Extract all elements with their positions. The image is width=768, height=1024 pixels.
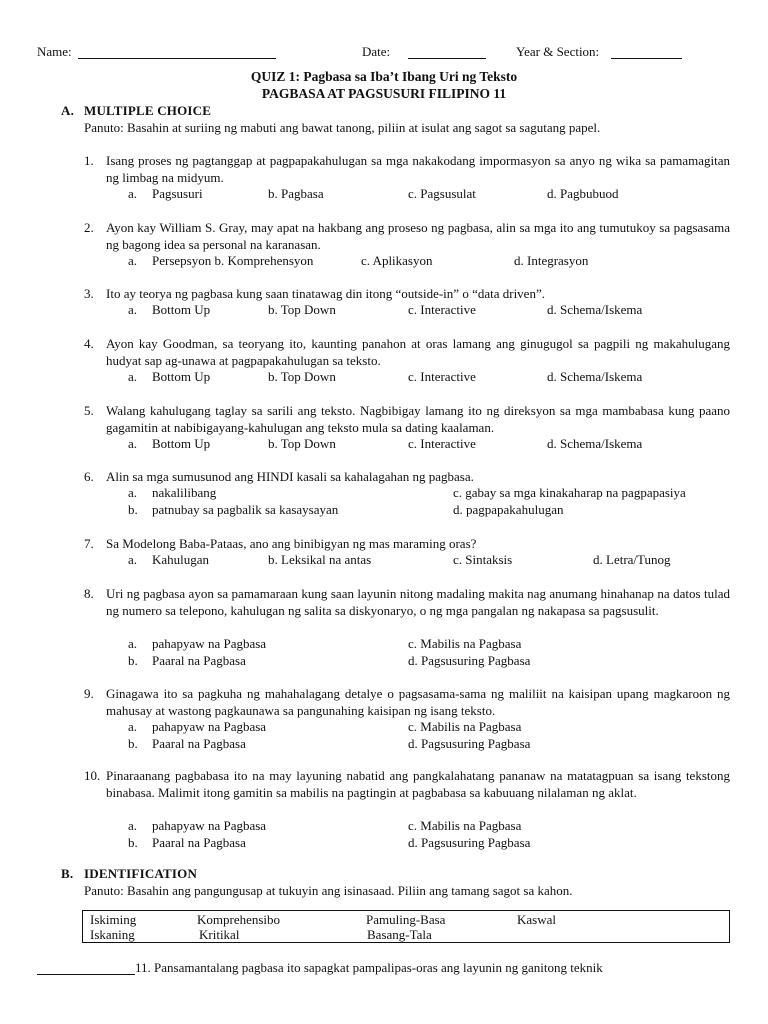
option-text: Pagsusuri xyxy=(152,186,203,201)
option-text: c. Sintaksis xyxy=(453,552,513,567)
question-text: Ayon kay Goodman, sa teoryang ito, kaunting panahon at oras lamang ang ginugugol sa pagpili ng makahulugang hudyat sap ag-unawa at pagpapakahulugan sa teksto. xyxy=(106,336,730,368)
quiz-title: QUIZ 1: Pagbasa sa Iba’t Ibang Uri ng Teksto xyxy=(250,69,518,84)
answer-option xyxy=(408,369,476,385)
answer-option xyxy=(128,636,266,652)
option-text: c. Mabilis na Pagbasa xyxy=(408,636,522,651)
option-letter: b. xyxy=(128,653,138,668)
option-text: c. Mabilis na Pagbasa xyxy=(408,719,522,734)
question-text: Ito ay teorya ng pagbasa kung saan tinatawag din itong “outside-in” o “data driven”. xyxy=(106,286,545,301)
option-text: c. Interactive xyxy=(408,436,476,451)
answer-option xyxy=(128,502,338,518)
question-number: 8. xyxy=(84,586,94,601)
option-text: Bottom Up xyxy=(152,302,211,317)
option-text: Paaral na Pagbasa xyxy=(152,653,246,668)
option-row xyxy=(128,552,748,569)
answer-blank-11[interactable] xyxy=(37,962,135,975)
option-text: Persepsyon b. Komprehensyon xyxy=(152,253,314,268)
section-a-instruction: Panuto: Basahin at suriing ng mabuti ang bawat tanong, piliin at isulat ang sagot sa sagutang papel. xyxy=(84,120,601,135)
option-text: c. gabay sa mga kinakaharap na pagpapasiya xyxy=(453,485,686,500)
option-letter: b. xyxy=(128,835,138,850)
name-label: Name: xyxy=(37,44,72,59)
answer-option xyxy=(268,436,336,452)
section-b-instruction: Panuto: Basahin ang pangungusap at tukuyin ang isinasaad. Piliin ang tamang sagot sa kahon. xyxy=(84,883,573,898)
question-number: 7. xyxy=(84,536,94,551)
answer-option xyxy=(453,502,563,518)
option-letter: b. xyxy=(128,502,138,517)
option-letter: a. xyxy=(128,818,138,833)
option-row xyxy=(128,502,748,519)
question-number: 10. xyxy=(84,768,101,783)
answer-option xyxy=(547,302,642,318)
option-letter: a. xyxy=(128,436,138,451)
option-row xyxy=(128,835,748,852)
option-row xyxy=(128,485,748,502)
question xyxy=(84,152,730,186)
question xyxy=(84,219,730,253)
option-text: b. Top Down xyxy=(268,369,336,384)
question-number: 1. xyxy=(84,153,94,168)
option-text: d. Pagsusuring Pagbasa xyxy=(408,835,531,850)
question-number: 6. xyxy=(84,469,94,484)
answer-option xyxy=(128,369,210,385)
question-text: Sa Modelong Baba-Pataas, ano ang binibigyan ng mas maraming oras? xyxy=(106,536,477,551)
option-row xyxy=(128,186,748,203)
option-text: c. Interactive xyxy=(408,369,476,384)
answer-option xyxy=(128,653,246,669)
answer-option xyxy=(453,485,686,501)
choice-word: Kritikal xyxy=(199,927,240,942)
question-text: Walang kahulugang taglay sa sarili ang teksto. Nagbibigay lamang ito ng direksyon sa mga mambabasa kung paano gagamitin at nabibigayang-kahulugan ang teksto mula sa dating kaalaman. xyxy=(106,403,730,435)
question-text: Isang proses ng pagtanggap at pagpapakahulugan sa mga nakakodang impormasyon sa anyo ng wika sa pamamagitan ng limbag na midyum. xyxy=(106,153,730,185)
answer-option xyxy=(268,552,371,568)
option-text: d. Letra/Tunog xyxy=(593,552,671,567)
question-text: Alin sa mga sumusunod ang HINDI kasali sa kahalagahan ng pagbasa. xyxy=(106,469,474,484)
name-blank[interactable] xyxy=(78,46,276,59)
answer-option xyxy=(408,818,521,834)
question-text: Ginagawa ito sa pagkuha ng mahahalagang detalye o pagsasama-sama ng maliliit na kaisipan upang magkaroon ng mahusay at wastong pagkaunawa sa pangunahing kaisipan ng isang teksto. xyxy=(106,686,730,718)
option-text: d. Pagsusuring Pagbasa xyxy=(408,736,531,751)
question xyxy=(84,535,730,552)
answer-option xyxy=(408,736,530,752)
option-text: pahapyaw na Pagbasa xyxy=(152,818,267,833)
answer-option xyxy=(268,369,336,385)
option-text: c. Interactive xyxy=(408,302,476,317)
question-number: 4. xyxy=(84,336,94,351)
option-text: b. Pagbasa xyxy=(268,186,324,201)
answer-option xyxy=(547,186,619,202)
question xyxy=(84,468,730,485)
option-text: b. Top Down xyxy=(268,436,336,451)
section-a-letter: A. xyxy=(61,103,75,118)
option-row xyxy=(128,436,748,453)
option-text: c. Mabilis na Pagbasa xyxy=(408,818,522,833)
option-text: b. Leksikal na antas xyxy=(268,552,372,567)
answer-option xyxy=(453,552,512,568)
question xyxy=(84,335,730,369)
answer-option xyxy=(593,552,671,568)
option-row xyxy=(128,369,748,386)
choice-word: Pamuling-Basa xyxy=(366,912,446,927)
option-text: d. Schema/Iskema xyxy=(547,436,643,451)
answer-option xyxy=(408,653,530,669)
option-letter: a. xyxy=(128,186,138,201)
answer-option xyxy=(408,719,521,735)
answer-option xyxy=(128,186,203,202)
quiz-subtitle: PAGBASA AT PAGSUSURI FILIPINO 11 xyxy=(261,86,507,101)
option-text: pahapyaw na Pagbasa xyxy=(152,636,267,651)
option-row xyxy=(128,302,748,319)
option-letter: a. xyxy=(128,302,138,317)
option-text: c. Aplikasyon xyxy=(361,253,433,268)
question-text: Pinaraanang pagbabasa ito na may layuning nabatid ang pangkalahatang pananaw na matatagpuan sa isang tekstong binabasa. Malimit itong gamitin sa mabilis na pagtingin at pagbabasa sa kabuuang nilalaman ng aklat. xyxy=(106,768,730,800)
option-letter: a. xyxy=(128,719,138,734)
answer-option xyxy=(128,835,246,851)
answer-option xyxy=(128,302,210,318)
section-b-heading: IDENTIFICATION xyxy=(84,866,198,881)
answer-choices-box xyxy=(82,910,730,943)
answer-option xyxy=(514,253,588,269)
option-letter: a. xyxy=(128,485,138,500)
option-row xyxy=(128,653,748,670)
option-text: Kahulugan xyxy=(152,552,210,567)
option-text: Paaral na Pagbasa xyxy=(152,835,246,850)
option-text: nakalilibang xyxy=(152,485,217,500)
question-number: 9. xyxy=(84,686,94,701)
option-row xyxy=(128,719,748,736)
option-text: b. Top Down xyxy=(268,302,336,317)
option-row xyxy=(128,253,748,270)
answer-option xyxy=(128,736,246,752)
question xyxy=(84,767,730,801)
option-text: pahapyaw na Pagbasa xyxy=(152,719,267,734)
answer-option xyxy=(268,186,324,202)
question xyxy=(84,402,730,436)
option-row xyxy=(128,818,748,835)
answer-option xyxy=(128,485,216,501)
option-text: Paaral na Pagbasa xyxy=(152,736,246,751)
option-letter: a. xyxy=(128,636,138,651)
option-text: d. Pagbubuod xyxy=(547,186,619,201)
answer-option xyxy=(547,369,642,385)
item-11-text: 11. Pansamantalang pagbasa ito sapagkat pampalipas-oras ang layunin ng ganitong teknik xyxy=(135,960,603,975)
answer-option xyxy=(128,436,210,452)
option-row xyxy=(128,636,748,653)
answer-option xyxy=(408,186,476,202)
answer-option xyxy=(547,436,642,452)
date-blank[interactable] xyxy=(408,46,486,59)
date-label: Date: xyxy=(362,44,391,59)
choice-word: Komprehensibo xyxy=(197,912,281,927)
option-text: Bottom Up xyxy=(152,436,211,451)
option-letter: a. xyxy=(128,253,138,268)
answer-option xyxy=(408,636,521,652)
option-letter: b. xyxy=(128,736,138,751)
question xyxy=(84,585,730,619)
option-text: c. Pagsusulat xyxy=(408,186,476,201)
option-text: d. Integrasyon xyxy=(514,253,589,268)
option-letter: a. xyxy=(128,369,138,384)
choice-word: Basang-Tala xyxy=(367,927,432,942)
question-number: 3. xyxy=(84,286,94,301)
answer-option xyxy=(128,552,209,568)
answer-option xyxy=(128,253,313,269)
option-text: patnubay sa pagbalik sa kasaysayan xyxy=(152,502,339,517)
question-text: Uri ng pagbasa ayon sa pamamaraan kung saan layunin nitong madaling makita nag anumang hinahanap na datos tulad ng numero sa telepono, kahulugan ng salita sa diskyonaryo, o ng mga pangalan ng nakapasa sa pagsusulit. xyxy=(106,586,730,618)
question xyxy=(84,285,730,302)
option-row xyxy=(128,736,748,753)
answer-option xyxy=(361,253,433,269)
option-text: d. Schema/Iskema xyxy=(547,302,643,317)
option-text: d. Pagsusuring Pagbasa xyxy=(408,653,531,668)
answer-option xyxy=(408,302,476,318)
question xyxy=(84,685,730,719)
question-number: 5. xyxy=(84,403,94,418)
answer-option xyxy=(268,302,336,318)
question-number: 2. xyxy=(84,220,94,235)
choice-word: Kaswal xyxy=(517,912,556,927)
choice-word: Iskaning xyxy=(90,927,135,942)
section-label: Year & Section: xyxy=(516,44,600,59)
answer-option xyxy=(408,835,530,851)
answer-option xyxy=(128,818,266,834)
option-text: d. Schema/Iskema xyxy=(547,369,643,384)
answer-option xyxy=(128,719,266,735)
section-b-letter: B. xyxy=(61,866,74,881)
section-a-heading: MULTIPLE CHOICE xyxy=(84,103,212,118)
answer-option xyxy=(408,436,476,452)
option-text: d. pagpapakahulugan xyxy=(453,502,564,517)
question-text: Ayon kay William S. Gray, may apat na hakbang ang proseso ng pagbasa, alin sa mga ito ang tumutukoy sa pagsasama ng bagong idea sa personal na karanasan. xyxy=(106,220,730,252)
section-blank[interactable] xyxy=(611,46,682,59)
option-text: Bottom Up xyxy=(152,369,211,384)
choice-word: Iskiming xyxy=(90,912,137,927)
option-letter: a. xyxy=(128,552,138,567)
